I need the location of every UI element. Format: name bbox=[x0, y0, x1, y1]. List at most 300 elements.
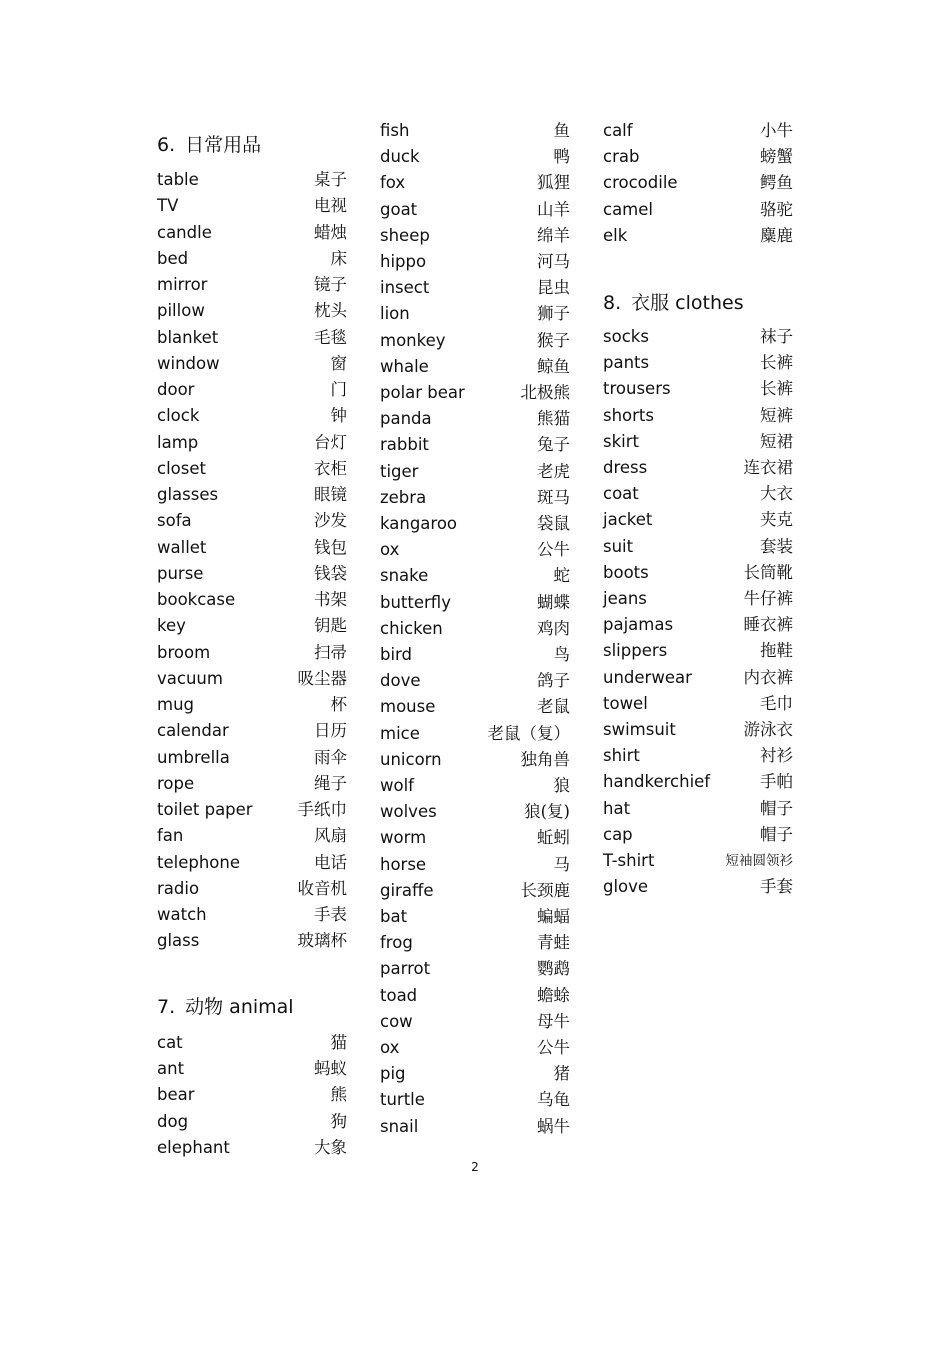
chinese-translation: 手帕 bbox=[760, 772, 793, 792]
chinese-translation: 吸尘器 bbox=[297, 668, 347, 688]
english-word: suit bbox=[603, 536, 634, 556]
english-word: polar bear bbox=[380, 383, 465, 402]
section-8-title: 衣服 clothes bbox=[631, 292, 744, 314]
section-6-number: 6. bbox=[157, 134, 176, 156]
vocab-entry bbox=[603, 665, 793, 691]
english-word: bat bbox=[380, 907, 408, 926]
english-word: goat bbox=[380, 199, 418, 219]
english-word: parrot bbox=[380, 959, 431, 979]
english-word: dove bbox=[380, 671, 421, 691]
chinese-translation: 狼(复) bbox=[524, 802, 570, 822]
chinese-translation: 蝙蝠 bbox=[537, 907, 570, 926]
chinese-translation: 狗 bbox=[330, 1111, 347, 1131]
vocab-entry bbox=[380, 459, 570, 485]
vocab-entry bbox=[380, 249, 570, 275]
chinese-translation: 钱包 bbox=[314, 537, 347, 557]
chinese-translation: 钱袋 bbox=[314, 563, 347, 583]
vocab-entry bbox=[603, 691, 793, 717]
vocab-entry bbox=[157, 640, 347, 666]
english-word: worm bbox=[380, 828, 427, 848]
english-word: mirror bbox=[157, 275, 208, 294]
chinese-translation: 鲸鱼 bbox=[537, 356, 570, 376]
chinese-translation: 拖鞋 bbox=[760, 641, 793, 661]
chinese-translation: 长裤 bbox=[760, 353, 793, 373]
chinese-translation: 兔子 bbox=[537, 435, 570, 455]
chinese-translation: 昆虫 bbox=[537, 278, 570, 298]
chinese-translation: 马 bbox=[553, 854, 570, 874]
english-word: fish bbox=[380, 121, 410, 140]
vocab-entry bbox=[157, 193, 347, 219]
vocab-entry bbox=[380, 275, 570, 301]
chinese-translation: 猫 bbox=[330, 1033, 347, 1052]
vocab-entry bbox=[380, 328, 570, 354]
english-word: dog bbox=[157, 1111, 189, 1131]
english-word: blanket bbox=[157, 327, 219, 347]
page-number: 2 bbox=[471, 1160, 479, 1174]
chinese-translation: 手套 bbox=[760, 877, 793, 897]
chinese-translation: 衬衫 bbox=[760, 746, 793, 766]
vocab-entry bbox=[157, 272, 347, 298]
vocab-entry bbox=[603, 534, 793, 560]
chinese-translation: 门 bbox=[330, 380, 347, 399]
chinese-translation: 小牛 bbox=[760, 121, 793, 140]
vocab-entry bbox=[603, 638, 793, 664]
chinese-translation: 雨伞 bbox=[314, 747, 347, 767]
english-word: duck bbox=[380, 147, 420, 167]
vocab-entry bbox=[157, 666, 347, 692]
vocab-entry bbox=[603, 170, 793, 196]
english-word: glass bbox=[157, 931, 200, 951]
chinese-translation: 玻璃杯 bbox=[297, 931, 347, 951]
english-word: T-shirt bbox=[603, 851, 655, 870]
vocab-entry bbox=[380, 223, 570, 249]
chinese-translation: 老鼠 bbox=[537, 697, 570, 717]
vocab-entry bbox=[157, 377, 347, 403]
english-word: ant bbox=[157, 1059, 185, 1079]
chinese-translation: 公牛 bbox=[537, 540, 570, 560]
english-word: jacket bbox=[603, 510, 653, 530]
chinese-translation: 绳子 bbox=[314, 773, 347, 793]
vocab-entry bbox=[380, 406, 570, 432]
english-word: vacuum bbox=[157, 668, 223, 688]
english-word: radio bbox=[157, 878, 200, 898]
english-word: door bbox=[157, 380, 195, 399]
vocab-entry bbox=[157, 902, 347, 928]
english-word: crocodile bbox=[603, 173, 678, 193]
vocab-entry bbox=[603, 223, 793, 249]
english-word: snail bbox=[380, 1116, 419, 1136]
vocab-entry bbox=[380, 930, 570, 956]
vocab-entry bbox=[157, 482, 347, 508]
vocab-entry bbox=[603, 822, 793, 848]
english-word: chicken bbox=[380, 618, 443, 638]
english-word: lamp bbox=[157, 432, 199, 452]
chinese-translation: 袋鼠 bbox=[537, 514, 570, 533]
vocab-entry bbox=[157, 456, 347, 482]
chinese-translation: 蟾蜍 bbox=[537, 985, 570, 1005]
chinese-translation: 短裙 bbox=[760, 431, 793, 451]
chinese-translation: 手表 bbox=[314, 905, 347, 924]
vocab-entry bbox=[380, 904, 570, 930]
vocab-entry bbox=[603, 455, 793, 481]
english-word: jeans bbox=[603, 589, 647, 608]
english-word: closet bbox=[157, 458, 206, 478]
vocab-entry bbox=[603, 743, 793, 769]
english-word: telephone bbox=[157, 852, 240, 872]
chinese-translation: 猪 bbox=[553, 1064, 570, 1084]
english-word: kangaroo bbox=[380, 514, 458, 533]
english-word: unicorn bbox=[380, 749, 442, 769]
english-word: wolf bbox=[380, 776, 414, 795]
section-8-heading bbox=[603, 288, 744, 315]
chinese-translation: 杯 bbox=[330, 695, 347, 714]
english-word: cow bbox=[380, 1011, 413, 1031]
english-word: elephant bbox=[157, 1137, 230, 1157]
chinese-translation: 蚂蚁 bbox=[314, 1059, 347, 1079]
vocab-entry bbox=[157, 1135, 347, 1161]
vocab-entry bbox=[603, 197, 793, 223]
vocab-entry bbox=[380, 511, 570, 537]
vocab-entry bbox=[380, 170, 570, 196]
vocab-entry bbox=[603, 796, 793, 822]
chinese-translation: 大衣 bbox=[760, 484, 793, 504]
english-word: whale bbox=[380, 356, 429, 376]
vocab-entry bbox=[157, 587, 347, 613]
vocab-entry bbox=[380, 1087, 570, 1113]
english-word: pants bbox=[603, 353, 650, 373]
english-word: hat bbox=[603, 798, 631, 818]
english-word: frog bbox=[380, 933, 413, 953]
english-word: coat bbox=[603, 484, 639, 504]
english-word: clock bbox=[157, 406, 200, 426]
english-word: watch bbox=[157, 905, 207, 924]
vocab-entry bbox=[380, 432, 570, 458]
chinese-translation: 熊 bbox=[330, 1085, 347, 1105]
english-word: bird bbox=[380, 645, 413, 664]
vocab-entry bbox=[603, 769, 793, 795]
english-word: ox bbox=[380, 540, 400, 560]
section-7-number: 7. bbox=[157, 996, 176, 1018]
chinese-translation: 麋鹿 bbox=[760, 225, 793, 245]
chinese-translation: 沙发 bbox=[314, 511, 347, 531]
chinese-translation: 衣柜 bbox=[314, 458, 347, 478]
vocab-entry bbox=[603, 612, 793, 638]
chinese-translation: 北极熊 bbox=[520, 383, 570, 402]
english-word: calf bbox=[603, 121, 633, 140]
vocab-entry bbox=[380, 563, 570, 589]
english-word: handkerchief bbox=[603, 772, 711, 792]
chinese-translation: 蛇 bbox=[553, 566, 570, 586]
chinese-translation: 蚯蚓 bbox=[537, 828, 570, 848]
vocab-entry bbox=[157, 535, 347, 561]
vocab-entry bbox=[157, 1082, 347, 1108]
vocab-entry bbox=[380, 642, 570, 668]
vocab-entry bbox=[157, 403, 347, 429]
chinese-translation: 乌龟 bbox=[537, 1090, 570, 1110]
english-word: rabbit bbox=[380, 435, 429, 455]
vocab-entry bbox=[380, 1114, 570, 1140]
chinese-translation: 鸟 bbox=[553, 645, 570, 664]
vocab-entry bbox=[157, 561, 347, 587]
vocab-entry bbox=[380, 747, 570, 773]
english-word: hippo bbox=[380, 252, 427, 271]
vocab-entry bbox=[380, 485, 570, 511]
chinese-translation: 狮子 bbox=[537, 304, 570, 324]
vocab-entry bbox=[380, 118, 570, 144]
english-word: candle bbox=[157, 222, 212, 242]
vocab-entry bbox=[380, 878, 570, 904]
chinese-translation: 袜子 bbox=[760, 327, 793, 346]
chinese-translation: 蝴蝶 bbox=[537, 592, 570, 612]
vocab-entry bbox=[603, 848, 793, 874]
vocab-entry bbox=[157, 167, 347, 193]
chinese-translation: 公牛 bbox=[537, 1038, 570, 1057]
english-word: mice bbox=[380, 723, 420, 743]
vocab-entry bbox=[157, 430, 347, 456]
english-word: bed bbox=[157, 248, 189, 268]
english-word: shirt bbox=[603, 746, 640, 766]
chinese-translation: 蜗牛 bbox=[537, 1116, 570, 1136]
english-word: skirt bbox=[603, 431, 639, 451]
vocab-entry bbox=[380, 354, 570, 380]
english-word: boots bbox=[603, 562, 649, 582]
chinese-translation: 青蛙 bbox=[537, 933, 570, 953]
chinese-translation: 短袖圆领衫 bbox=[725, 853, 793, 869]
vocab-entry bbox=[157, 876, 347, 902]
section-6-heading bbox=[157, 130, 261, 157]
vocab-entry bbox=[157, 928, 347, 954]
chinese-translation: 独角兽 bbox=[520, 749, 570, 769]
english-word: purse bbox=[157, 563, 204, 583]
vocab-entry bbox=[157, 823, 347, 849]
vocab-entry bbox=[380, 590, 570, 616]
vocab-entry bbox=[157, 692, 347, 718]
chinese-translation: 鳄鱼 bbox=[760, 173, 793, 193]
vocab-entry bbox=[157, 850, 347, 876]
chinese-translation: 牛仔裤 bbox=[743, 589, 793, 608]
english-word: panda bbox=[380, 409, 432, 429]
chinese-translation: 短裤 bbox=[760, 405, 793, 425]
vocab-entry bbox=[603, 586, 793, 612]
vocab-entry bbox=[157, 220, 347, 246]
section-8-number: 8. bbox=[603, 292, 622, 314]
english-word: turtle bbox=[380, 1090, 425, 1110]
english-word: pig bbox=[380, 1064, 406, 1084]
vocab-entry bbox=[380, 983, 570, 1009]
chinese-translation: 内衣裤 bbox=[743, 667, 793, 687]
english-word: pillow bbox=[157, 301, 205, 321]
chinese-translation: 连衣裙 bbox=[743, 458, 793, 477]
vocab-entry bbox=[157, 613, 347, 639]
english-word: key bbox=[157, 616, 186, 636]
chinese-translation: 电视 bbox=[314, 196, 347, 216]
english-word: broom bbox=[157, 642, 211, 662]
chinese-translation: 帽子 bbox=[760, 798, 793, 818]
vocab-entry bbox=[157, 1030, 347, 1056]
vocab-entry bbox=[380, 301, 570, 327]
english-word: pajamas bbox=[603, 615, 674, 635]
english-word: toilet paper bbox=[157, 800, 253, 819]
chinese-translation: 桌子 bbox=[314, 170, 347, 189]
english-word: crab bbox=[603, 147, 640, 167]
english-word: mug bbox=[157, 695, 195, 714]
english-word: sheep bbox=[380, 225, 430, 245]
vocab-entry bbox=[603, 403, 793, 429]
chinese-translation: 夹克 bbox=[760, 510, 793, 530]
section-7-heading bbox=[157, 992, 294, 1019]
chinese-translation: 手纸巾 bbox=[297, 800, 347, 819]
english-word: table bbox=[157, 170, 199, 189]
vocab-entry bbox=[603, 717, 793, 743]
english-word: calendar bbox=[157, 721, 229, 741]
english-word: tiger bbox=[380, 461, 419, 481]
chinese-translation: 床 bbox=[330, 248, 347, 268]
vocab-entry bbox=[380, 799, 570, 825]
chinese-translation: 游泳衣 bbox=[743, 720, 793, 739]
english-word: rope bbox=[157, 773, 195, 793]
vocab-entry bbox=[157, 718, 347, 744]
vocab-entry bbox=[380, 537, 570, 563]
english-word: dress bbox=[603, 458, 648, 477]
vocab-entry bbox=[380, 773, 570, 799]
chinese-translation: 河马 bbox=[537, 252, 570, 271]
chinese-translation: 毛毯 bbox=[314, 327, 347, 347]
vocab-entry bbox=[157, 351, 347, 377]
chinese-translation: 长颈鹿 bbox=[520, 880, 570, 900]
english-word: shorts bbox=[603, 405, 654, 425]
chinese-translation: 山羊 bbox=[537, 199, 570, 219]
chinese-translation: 台灯 bbox=[314, 432, 347, 452]
chinese-translation: 扫帚 bbox=[314, 642, 347, 662]
chinese-translation: 枕头 bbox=[314, 301, 347, 321]
english-word: insect bbox=[380, 278, 430, 298]
english-word: sofa bbox=[157, 511, 192, 531]
chinese-translation: 窗 bbox=[330, 353, 347, 373]
english-word: ox bbox=[380, 1038, 400, 1057]
chinese-translation: 套装 bbox=[760, 536, 793, 556]
chinese-translation: 钥匙 bbox=[314, 616, 347, 636]
vocab-entry bbox=[380, 144, 570, 170]
chinese-translation: 日历 bbox=[314, 721, 347, 741]
chinese-translation: 鸭 bbox=[553, 147, 570, 167]
vocab-entry bbox=[603, 350, 793, 376]
chinese-translation: 眼镜 bbox=[314, 485, 347, 504]
chinese-translation: 毛巾 bbox=[760, 693, 793, 713]
vocab-entry bbox=[157, 771, 347, 797]
chinese-translation: 鱼 bbox=[553, 121, 570, 140]
english-word: swimsuit bbox=[603, 720, 676, 739]
vocab-entry bbox=[603, 560, 793, 586]
english-word: giraffe bbox=[380, 880, 434, 900]
english-word: wallet bbox=[157, 537, 207, 557]
english-word: wolves bbox=[380, 802, 437, 822]
chinese-translation: 绵羊 bbox=[537, 225, 570, 245]
english-word: umbrella bbox=[157, 747, 230, 767]
english-word: socks bbox=[603, 327, 649, 346]
english-word: horse bbox=[380, 854, 427, 874]
english-word: towel bbox=[603, 693, 648, 713]
vocab-entry bbox=[380, 956, 570, 982]
english-word: bookcase bbox=[157, 590, 236, 609]
english-word: mouse bbox=[380, 697, 436, 717]
vocab-entry bbox=[380, 616, 570, 642]
vocab-entry bbox=[157, 745, 347, 771]
english-word: lion bbox=[380, 304, 410, 324]
chinese-translation: 螃蟹 bbox=[760, 147, 793, 167]
chinese-translation: 书架 bbox=[314, 590, 347, 609]
vocab-entry bbox=[380, 825, 570, 851]
chinese-translation: 风扇 bbox=[314, 826, 347, 846]
vocab-entry bbox=[380, 1035, 570, 1061]
english-word: cap bbox=[603, 824, 633, 844]
vocab-entry bbox=[157, 797, 347, 823]
vocab-entry bbox=[380, 1009, 570, 1035]
vocab-entry bbox=[603, 507, 793, 533]
chinese-translation: 老鼠（复） bbox=[487, 723, 570, 743]
vocab-entry bbox=[380, 694, 570, 720]
chinese-translation: 蜡烛 bbox=[314, 222, 347, 242]
vocab-entry bbox=[157, 246, 347, 272]
english-word: TV bbox=[157, 196, 179, 216]
english-word: cat bbox=[157, 1033, 183, 1052]
section-6-title: 日常用品 bbox=[185, 134, 262, 156]
english-word: fox bbox=[380, 173, 406, 193]
vocab-entry bbox=[157, 1056, 347, 1082]
chinese-translation: 鹦鹉 bbox=[537, 959, 570, 979]
vocab-entry bbox=[157, 1109, 347, 1135]
chinese-translation: 镜子 bbox=[314, 275, 347, 294]
vocab-entry bbox=[603, 874, 793, 900]
english-word: window bbox=[157, 353, 220, 373]
english-word: fan bbox=[157, 826, 184, 846]
english-word: bear bbox=[157, 1085, 195, 1105]
vocab-entry bbox=[603, 429, 793, 455]
vocab-entry bbox=[603, 118, 793, 144]
english-word: toad bbox=[380, 985, 418, 1005]
chinese-translation: 老虎 bbox=[537, 461, 570, 481]
chinese-translation: 帽子 bbox=[760, 824, 793, 844]
vocab-entry bbox=[380, 1061, 570, 1087]
chinese-translation: 电话 bbox=[314, 852, 347, 872]
english-word: trousers bbox=[603, 379, 671, 399]
section-7-title: 动物 animal bbox=[185, 996, 294, 1018]
vocab-entry bbox=[380, 380, 570, 406]
english-word: snake bbox=[380, 566, 429, 586]
vocab-entry bbox=[380, 197, 570, 223]
english-word: zebra bbox=[380, 487, 427, 507]
vocab-entry bbox=[603, 376, 793, 402]
vocab-entry bbox=[603, 481, 793, 507]
vocab-entry bbox=[603, 324, 793, 350]
chinese-translation: 收音机 bbox=[297, 878, 347, 898]
chinese-translation: 狼 bbox=[553, 776, 570, 795]
chinese-translation: 鸡肉 bbox=[537, 618, 570, 638]
chinese-translation: 狐狸 bbox=[537, 173, 570, 193]
chinese-translation: 钟 bbox=[330, 406, 347, 426]
chinese-translation: 猴子 bbox=[537, 330, 570, 350]
vocab-entry bbox=[380, 721, 570, 747]
english-word: glasses bbox=[157, 485, 219, 504]
english-word: butterfly bbox=[380, 592, 451, 612]
vocab-entry bbox=[380, 852, 570, 878]
english-word: glove bbox=[603, 877, 649, 897]
chinese-translation: 睡衣裤 bbox=[743, 615, 793, 635]
chinese-translation: 斑马 bbox=[537, 487, 570, 507]
vocab-entry bbox=[603, 144, 793, 170]
english-word: camel bbox=[603, 199, 653, 219]
english-word: elk bbox=[603, 225, 628, 245]
chinese-translation: 鸽子 bbox=[537, 671, 570, 691]
